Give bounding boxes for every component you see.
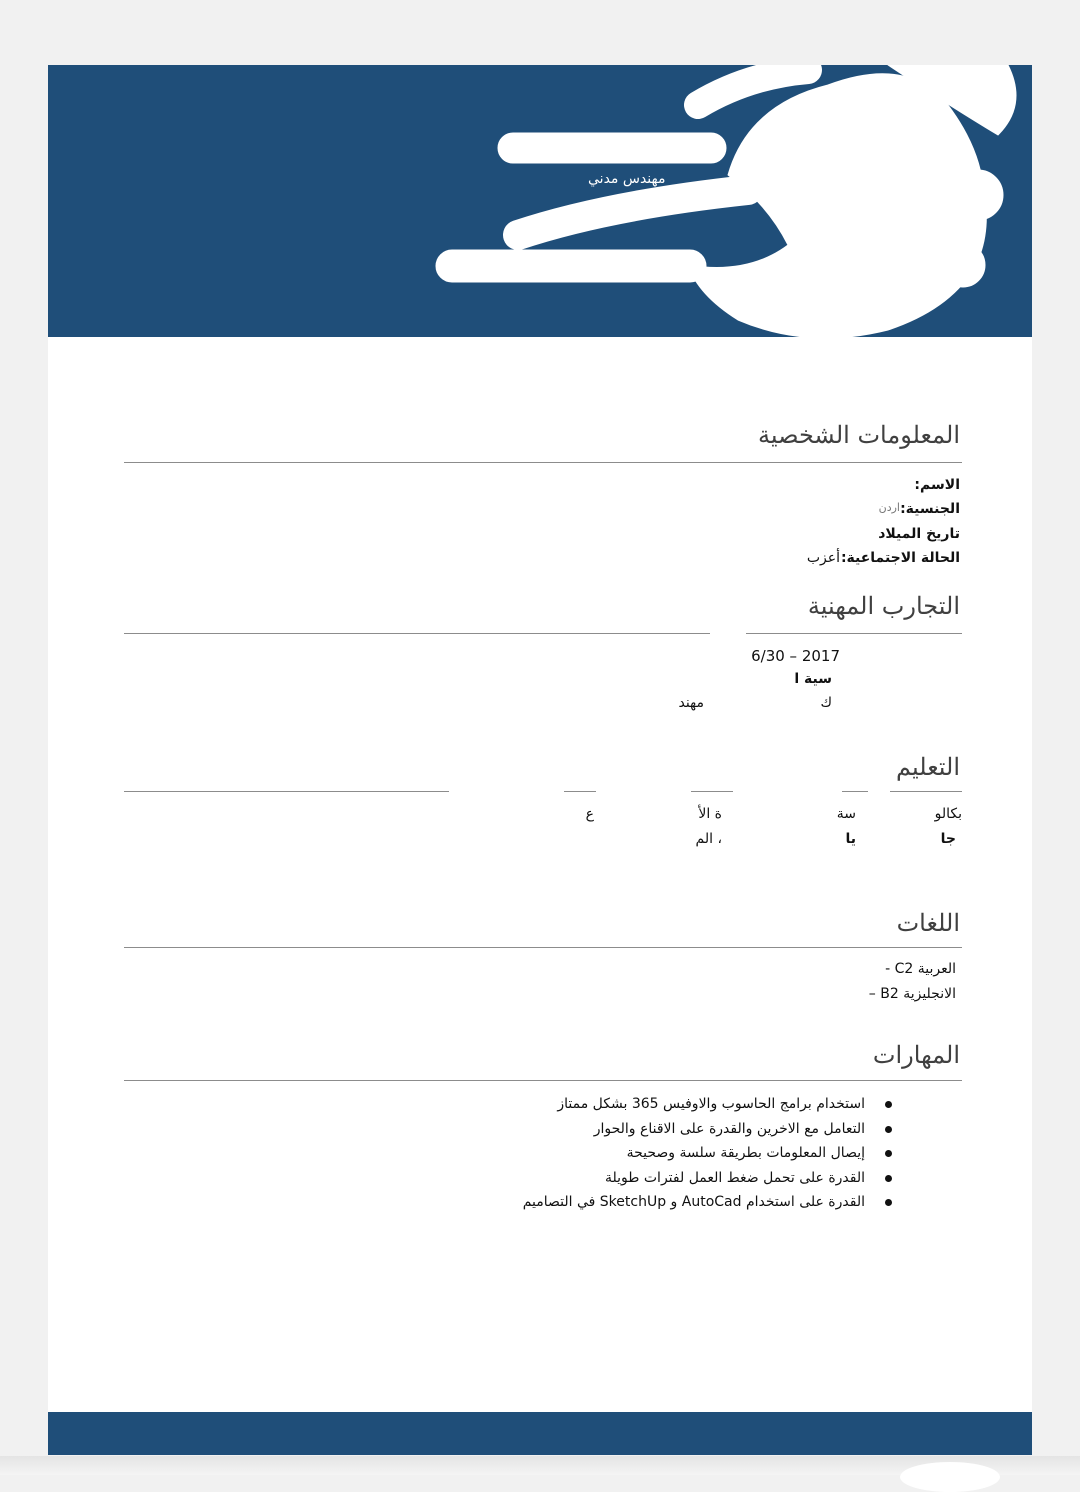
experience-rule-right bbox=[746, 633, 962, 634]
languages-title: اللغات bbox=[896, 909, 960, 937]
education-rule-5 bbox=[890, 791, 962, 792]
skill-item: التعامل مع الاخرين والقدرة على الاقناع والحوار bbox=[523, 1117, 892, 1142]
education-degree-line2: جا bbox=[940, 831, 956, 847]
name-label: الاسم: bbox=[914, 477, 960, 493]
skill-item: إيصال المعلومات بطريقة سلسة وصحيحة bbox=[523, 1141, 892, 1166]
nationality-label: الجنسية: bbox=[900, 501, 960, 517]
skill-item: القدرة على تحمل ضغط العمل لفترات طويلة bbox=[523, 1166, 892, 1191]
education-col2: سة bbox=[836, 806, 856, 822]
experience-company-2: ك bbox=[820, 695, 832, 711]
redaction-corner bbox=[900, 1462, 1000, 1492]
cv-page bbox=[48, 65, 1032, 1455]
education-title: التعليم bbox=[896, 753, 960, 781]
marital-status-value: أعزب bbox=[806, 550, 840, 566]
personal-info-rule bbox=[124, 462, 962, 463]
skill-item: القدرة على استخدام AutoCad و SketchUp في التصاميم bbox=[523, 1190, 892, 1215]
personal-info-title: المعلومات الشخصية bbox=[758, 421, 960, 449]
experience-title: التجارب المهنية bbox=[807, 592, 960, 620]
education-rule-2 bbox=[564, 791, 596, 792]
job-title: مهندس مدني bbox=[588, 171, 666, 187]
header-banner bbox=[48, 65, 1032, 337]
skills-rule bbox=[124, 1080, 962, 1081]
skill-item: استخدام برامج الحاسوب والاوفيس 365 بشكل ممتاز bbox=[523, 1092, 892, 1117]
education-col3: ة الأ bbox=[698, 806, 722, 822]
experience-rule bbox=[124, 633, 710, 634]
nationality-fragment: اردن bbox=[878, 501, 900, 514]
language-arabic: العربية C2 - bbox=[885, 961, 956, 977]
education-degree: بكالو bbox=[934, 806, 962, 822]
skills-list bbox=[523, 1092, 892, 1215]
education-col4: ع bbox=[585, 806, 594, 822]
education-rule-1 bbox=[124, 791, 449, 792]
language-english: الانجليزية B2 – bbox=[868, 986, 956, 1002]
education-rule-3 bbox=[691, 791, 733, 792]
footer-banner bbox=[48, 1412, 1032, 1455]
experience-company: سية ا bbox=[794, 671, 832, 687]
skills-title: المهارات bbox=[872, 1041, 960, 1069]
education-col3-line2: ، الم bbox=[695, 831, 722, 847]
education-rule-4 bbox=[842, 791, 868, 792]
experience-role: مهند bbox=[678, 695, 704, 711]
languages-rule bbox=[124, 947, 962, 948]
birthdate-label: تاريخ الميلاد bbox=[878, 526, 960, 542]
experience-dates: 6/30 – 2017 bbox=[751, 647, 840, 665]
education-col2-line2: يا bbox=[845, 831, 856, 847]
marital-status-label: الحالة الاجتماعية: bbox=[840, 550, 960, 566]
redaction-scribble bbox=[48, 65, 1032, 337]
